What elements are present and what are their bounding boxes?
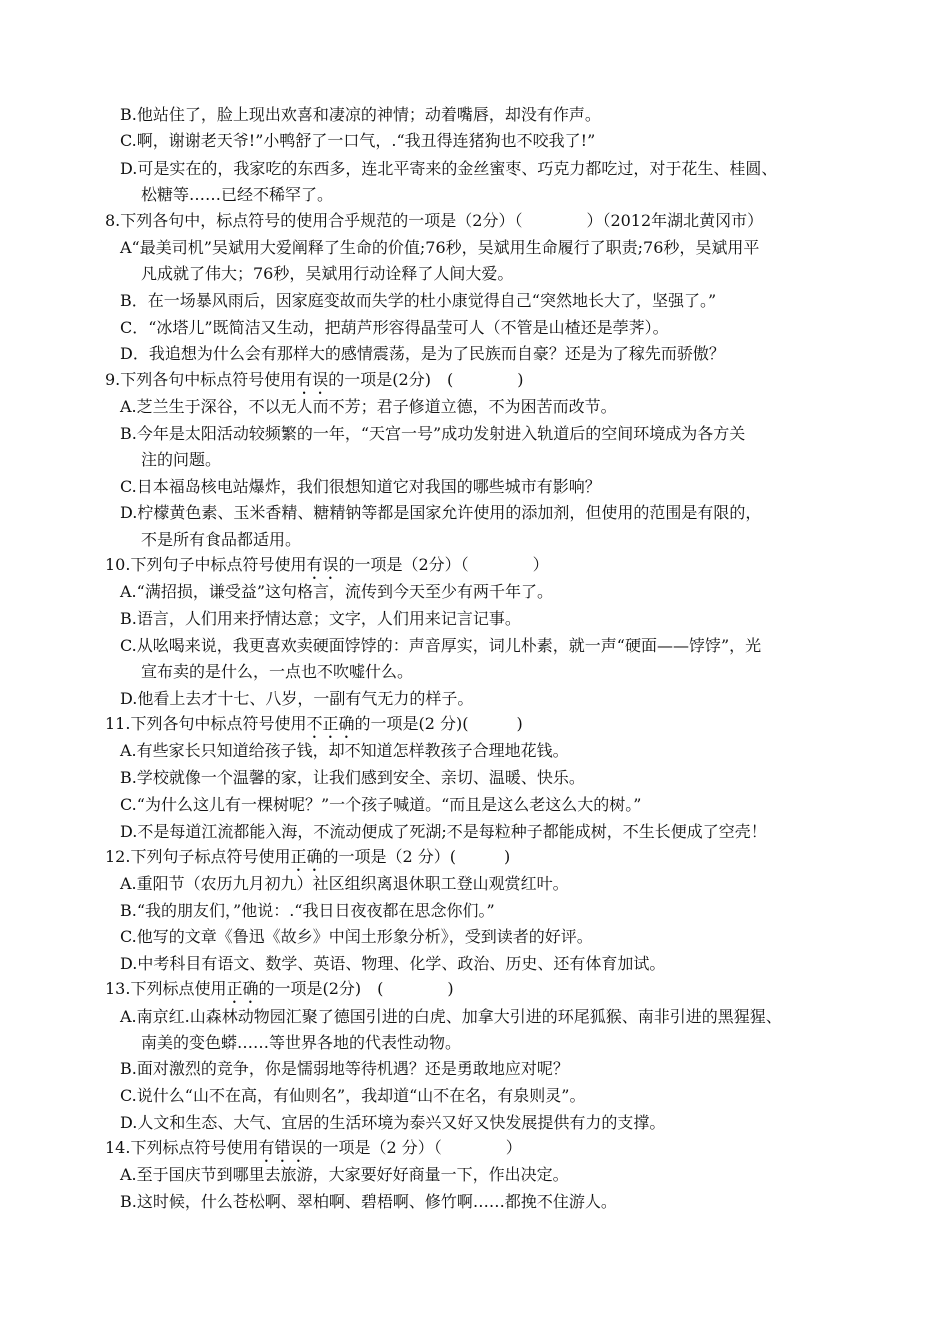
option-9b-cont: 注的问题。 [141, 450, 222, 469]
emphasis-word: 有误 [296, 370, 329, 389]
option-14a: A.至于国庆节到哪里去旅游，大家要好好商量一下，作出决定。 [120, 1165, 569, 1184]
question-14: 14.下列标点符号使用有错误的一项是（2 分）（ ） [105, 1138, 522, 1157]
option-13d: D.人文和生态、大气、宜居的生活环境为泰兴又好又快发展提供有力的支撑。 [120, 1113, 666, 1132]
option-10d: D.他看上去才十七、八岁，一副有气无力的样子。 [120, 689, 474, 708]
option-12a: A.重阳节（农历九月初九）社区组织离退休职工登山观赏红叶。 [120, 874, 569, 893]
emphasis-word: 正确 [226, 979, 259, 998]
emphasis-word: 不正确 [306, 714, 355, 733]
question-11: 11.下列各句中标点符号使用不正确的一项是(2 分)( ) [105, 714, 523, 733]
option-7c: C.啊，谢谢老天爷!”小鸭舒了一口气，.“我丑得连猪狗也不咬我了!” [120, 131, 596, 150]
option-13b: B.面对激烈的竞争，你是懦弱地等待机遇？还是勇敢地应对呢？ [120, 1059, 569, 1078]
option-10c: C.从吆喝来说，我更喜欢卖硬面饽饽的：声音厚实，词儿朴素，就一声“硬面——饽饽”，光 [120, 636, 762, 655]
option-7d-cont: 松糖等……已经不稀罕了。 [141, 185, 334, 204]
option-11c: C.“为什么这儿有一棵树呢？”一个孩子喊道。“而且是这么老这么大的树。” [120, 795, 642, 814]
option-11b: B.学校就像一个温馨的家，让我们感到安全、亲切、温暖、快乐。 [120, 768, 585, 787]
option-9a: A.芝兰生于深谷，不以无人而不芳；君子修道立德，不为困苦而改节。 [120, 397, 617, 416]
option-8c: C．“冰塔儿”既简洁又生动，把葫芦形容得晶莹可人（不管是山楂还是荸荠）。 [120, 318, 669, 337]
question-12: 12.下列句子标点符号使用正确的一项是（2 分）( ) [105, 847, 511, 866]
option-13a: A.南京红.山森林动物园汇聚了德国引进的白虎、加拿大引进的环尾狐猴、南非引进的黑猩猩、 [120, 1007, 782, 1026]
emphasis-word: 正确 [290, 847, 323, 866]
option-10a: A.“满招损，谦受益”这句格言，流传到今天至少有两千年了。 [120, 582, 554, 601]
option-9b: B.今年是太阳活动较频繁的一年，“天宫一号”成功发射进入轨道后的空间环境成为各方关 [120, 424, 746, 443]
option-13c: C.说什么“山不在高，有仙则名”，我却道“山不在名，有泉则灵”。 [120, 1086, 586, 1105]
option-9d-cont: 不是所有食品都适用。 [141, 530, 302, 549]
question-13: 13.下列标点使用正确的一项是(2分) ( ) [105, 979, 454, 998]
option-14b: B.这时候，什么苍松啊、翠柏啊、碧梧啊、修竹啊……都挽不住游人。 [120, 1192, 617, 1211]
option-9d: D.柠檬黄色素、玉米香精、糖精钠等都是国家允许使用的添加剂，但使用的范围是有限的， [120, 503, 762, 522]
option-7d: D.可是实在的，我家吃的东西多，连北平寄来的金丝蜜枣、巧克力都吃过，对于花生、桂圆、 [120, 159, 778, 178]
option-8d: D．我追想为什么会有那样大的感情震荡，是为了民族而自豪？还是为了稼先而骄傲？ [120, 344, 725, 363]
option-12c: C.他写的文章《鲁迅《故乡》中闰土形象分析》，受到读者的好评。 [120, 927, 593, 946]
option-7b: B.他站住了，脸上现出欢喜和凄凉的神情；动着嘴唇，却没有作声。 [120, 105, 601, 124]
question-9: 9.下列各句中标点符号使用有误的一项是(2分) ( ) [105, 370, 524, 389]
option-11a: A.有些家长只知道给孩子钱，却不知道怎样教孩子合理地花钱。 [120, 741, 569, 760]
option-10c-cont: 宣布卖的是什么，一点也不吹嘘什么。 [141, 662, 414, 681]
option-8a-cont: 凡成就了伟大；76秒，吴斌用行动诠释了人间大爱。 [141, 264, 514, 283]
emphasis-word: 有误 [306, 555, 339, 574]
option-8a: A“最美司机”吴斌用大爱阐释了生命的价值;76秒，吴斌用生命履行了职责;76秒，吴斌用平 [120, 238, 760, 257]
option-9c: C.日本福岛核电站爆炸，我们很想知道它对我国的哪些城市有影响？ [120, 477, 601, 496]
option-13a-cont: 南美的变色蟒……等世界各地的代表性动物。 [141, 1033, 462, 1052]
option-12b: B.“我的朋友们，”他说：.“我日日夜夜都在思念你们。” [120, 901, 495, 920]
question-10: 10.下列句子中标点符号使用有误的一项是（2分）（ ） [105, 555, 549, 574]
option-12d: D.中考科目有语文、数学、英语、物理、化学、政治、历史、还有体育加试。 [120, 954, 666, 973]
option-10b: B.语言，人们用来抒情达意；文字，人们用来记言记事。 [120, 609, 521, 628]
question-8: 8.下列各句中，标点符号的使用合乎规范的一项是（2分）（ ）（2012年湖北黄冈市） [105, 211, 764, 230]
option-8b: B．在一场暴风雨后，因家庭变故而失学的杜小康觉得自己“突然地长大了，坚强了。” [120, 291, 717, 310]
option-11d: D.不是每道江流都能入海，不流动便成了死湖;不是每粒种子都能成树，不生长便成了空壳！ [120, 822, 767, 841]
emphasis-word: 有错误 [258, 1138, 307, 1157]
